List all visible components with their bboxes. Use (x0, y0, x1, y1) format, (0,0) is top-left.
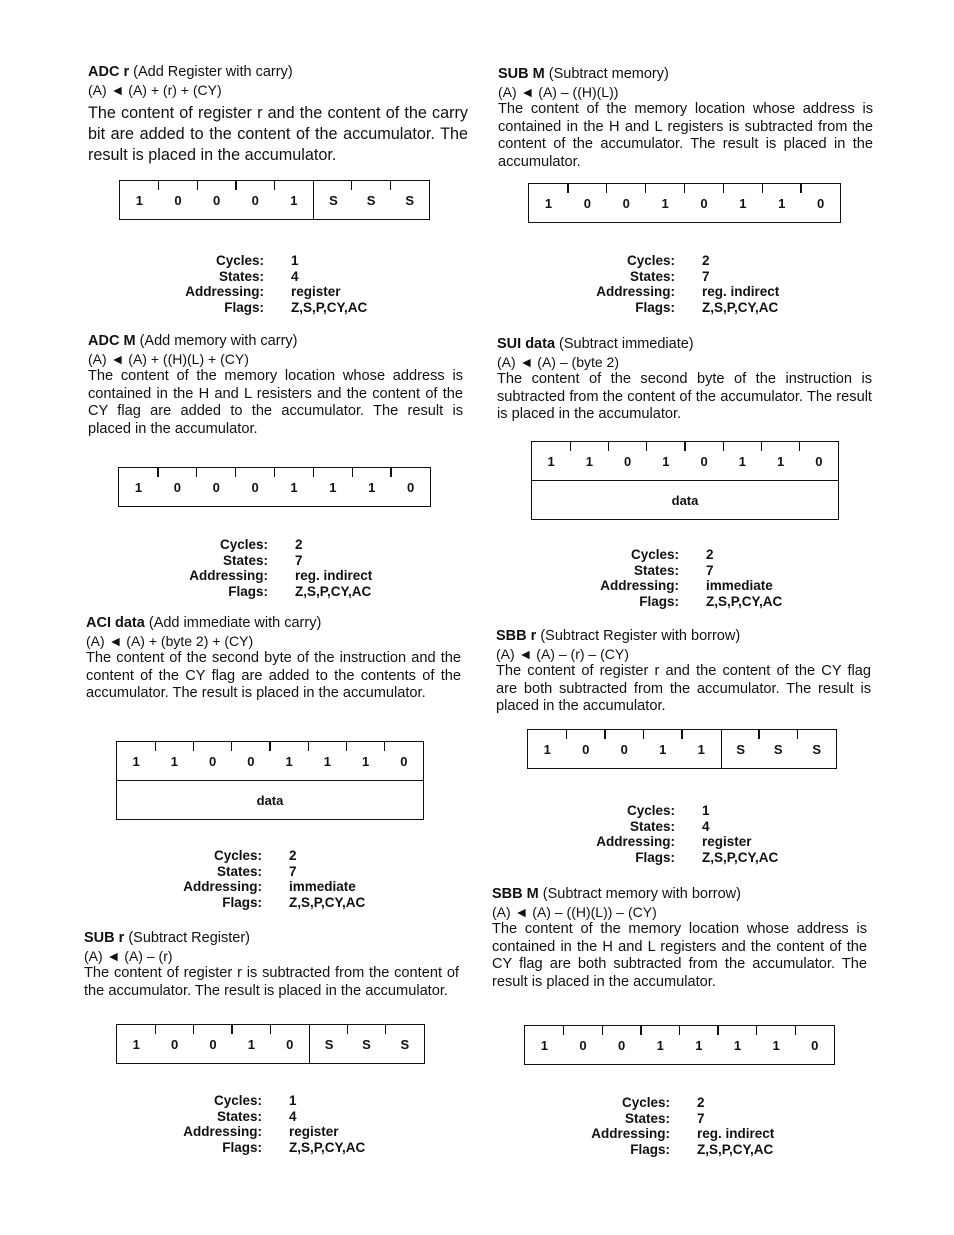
bit-tick (608, 442, 609, 451)
flags-row (177, 1140, 365, 1156)
bit-tick (385, 1025, 386, 1034)
opcode-diagram (528, 183, 841, 223)
instruction-name: (Subtract memory with borrow) (542, 886, 741, 902)
cycles-value: 2 (289, 848, 297, 863)
mnemonic: SUI data (497, 336, 556, 352)
states-label: States: (629, 818, 675, 834)
opcode-bit: 0 (622, 195, 630, 211)
mnemonic: SBB r (496, 628, 537, 644)
bit-tick (800, 184, 801, 193)
opcode-bit: 1 (290, 479, 298, 495)
addressing-value: register (289, 1124, 339, 1139)
section-sbb-m (492, 885, 867, 991)
opcode-bit: 1 (733, 1037, 742, 1053)
bit-tick (606, 184, 607, 193)
mnemonic: SUB M (498, 66, 545, 82)
addressing-row (183, 568, 372, 584)
instruction-timing (177, 848, 365, 910)
instruction-timing (590, 253, 779, 315)
opcode-bit: 0 (582, 741, 590, 757)
opcode-bit: S (309, 1025, 348, 1063)
bit-tick (390, 181, 391, 190)
addressing-row (594, 578, 782, 594)
opcode-bit: 1 (697, 741, 705, 757)
states-value: 7 (289, 863, 297, 879)
opcode-bit: S (313, 181, 353, 219)
mnemonic: ACI data (86, 615, 145, 631)
opcode-bit: 1 (362, 753, 370, 769)
bit-tick (604, 730, 605, 739)
bit-tick (570, 442, 571, 451)
addressing-label: Addressing: (189, 568, 268, 583)
bit-tick (235, 468, 236, 477)
bit-tick (567, 184, 568, 193)
section-title (84, 929, 459, 947)
opcode-bit: 1 (777, 453, 785, 469)
bit-tick (646, 442, 647, 451)
instruction-timing (177, 1093, 365, 1155)
states-value: 4 (702, 818, 710, 834)
states-value: 7 (702, 268, 710, 284)
opcode-bit: 0 (815, 453, 823, 469)
opcode-bit: 0 (620, 741, 628, 757)
section-title (88, 63, 468, 81)
cycles-label: Cycles: (626, 803, 675, 818)
opcode-bit: 1 (738, 453, 746, 469)
instruction-timing (179, 253, 367, 315)
bit-tick (231, 742, 232, 751)
cycles-value: 2 (295, 537, 303, 552)
addressing-label: Addressing: (600, 578, 679, 593)
flags-label: Flags: (222, 1139, 262, 1155)
opcode-bit: 0 (583, 195, 591, 211)
instruction-name: (Subtract Register with borrow) (540, 628, 741, 644)
bit-tick (269, 742, 270, 751)
opcode-bit: 0 (212, 192, 221, 208)
bit-tick (761, 442, 762, 451)
bit-tick (684, 184, 685, 193)
opcode-bit: 1 (544, 195, 553, 211)
addressing-row (590, 834, 778, 850)
opcode-bit: 0 (811, 1037, 819, 1053)
opcode-diagram (524, 1025, 835, 1065)
bit-tick (196, 468, 197, 477)
addressing-row (179, 284, 367, 300)
addressing-row (177, 879, 365, 895)
cycles-value: 1 (702, 803, 710, 818)
cycles-value: 2 (702, 253, 710, 268)
cycles-row (590, 803, 778, 819)
addressing-value: immediate (706, 578, 773, 593)
section-sub-m (498, 65, 873, 171)
flags-row (585, 1142, 774, 1158)
bit-tick (235, 181, 236, 190)
flags-label: Flags: (224, 299, 264, 315)
flags-row (179, 300, 367, 316)
cycles-row (585, 1095, 774, 1111)
instruction-timing (585, 1095, 774, 1157)
data-byte: data (532, 480, 838, 519)
bit-tick (563, 1026, 564, 1035)
states-value: 4 (289, 1108, 297, 1124)
cycles-label: Cycles: (630, 547, 679, 562)
instruction-name: (Subtract Register) (128, 930, 251, 946)
opcode-bit: 1 (323, 753, 331, 769)
cycles-row (183, 537, 372, 553)
operation-formula: (A) ◄ (A) – (byte 2) (497, 354, 619, 370)
flags-row (594, 594, 782, 610)
states-label: States: (216, 1108, 262, 1124)
bit-tick (566, 730, 567, 739)
opcode-bit: 1 (585, 453, 593, 469)
opcode-bit: 1 (695, 1037, 703, 1053)
states-label: States: (218, 268, 264, 284)
opcode-bit: 0 (286, 1036, 294, 1052)
flags-row (590, 300, 779, 316)
opcode-bit: 1 (132, 753, 140, 769)
bit-tick (384, 742, 385, 751)
bit-tick (723, 442, 724, 451)
bit-tick (352, 468, 353, 477)
addressing-value: reg. indirect (702, 284, 780, 299)
opcode-bit: 0 (579, 1037, 587, 1053)
bit-tick (193, 1025, 194, 1034)
bit-tick (157, 468, 158, 477)
bit-tick (274, 181, 275, 190)
section-title (88, 332, 463, 350)
section-sub-r (84, 929, 459, 1000)
flags-value: Z,S,P,CY,AC (697, 1141, 774, 1157)
opcode-bit: S (405, 192, 415, 208)
opcode-bit: S (721, 730, 761, 768)
instruction-timing (590, 803, 778, 865)
bit-tick (799, 442, 800, 451)
opcode-bit: 1 (170, 753, 178, 769)
section-title (496, 627, 871, 645)
bit-tick (270, 1025, 271, 1034)
addressing-label: Addressing: (183, 1124, 262, 1139)
operation-formula: (A) ◄ (A) + (byte 2) + (CY) (86, 633, 254, 649)
addressing-label: Addressing: (591, 1126, 670, 1141)
bit-tick (723, 184, 724, 193)
flags-value: Z,S,P,CY,AC (295, 583, 372, 599)
opcode-bit: 1 (739, 195, 747, 211)
opcode-bit: 1 (656, 1037, 664, 1053)
section-sbb-r (496, 627, 871, 716)
flags-value: Z,S,P,CY,AC (291, 299, 368, 315)
instruction-name: (Subtract memory) (548, 66, 669, 82)
opcode-bit: 1 (659, 741, 667, 757)
opcode-bit: 1 (285, 753, 293, 769)
opcode-diagram (119, 180, 430, 220)
opcode-bit: 1 (132, 1036, 140, 1052)
flags-label: Flags: (228, 583, 268, 599)
operation-formula: (A) ◄ (A) – ((H)(L)) – (CY) (492, 904, 657, 920)
opcode-byte (525, 1026, 834, 1064)
opcode-bit: S (362, 1036, 371, 1052)
instruction-timing (594, 547, 782, 609)
opcode-bit: S (812, 741, 822, 757)
opcode-bit: 1 (290, 192, 298, 208)
states-label: States: (624, 1110, 670, 1126)
section-adc-r (88, 63, 468, 165)
opcode-bit: 0 (173, 479, 181, 495)
opcode-bit: 0 (209, 753, 217, 769)
states-label: States: (216, 863, 262, 879)
states-label: States: (633, 562, 679, 578)
cycles-value: 2 (697, 1095, 705, 1110)
operation-formula: (A) ◄ (A) + (r) + (CY) (88, 82, 222, 98)
instruction-name: (Add immediate with carry) (148, 615, 322, 631)
mnemonic: ADC r (88, 64, 130, 80)
opcode-bit: 1 (540, 1037, 548, 1053)
cycles-row (179, 253, 367, 269)
bit-tick (346, 742, 347, 751)
addressing-row (590, 284, 779, 300)
flags-row (177, 895, 365, 911)
cycles-value: 1 (289, 1093, 297, 1108)
flags-label: Flags: (635, 849, 675, 865)
opcode-bit: 1 (247, 1036, 255, 1052)
opcode-diagram (531, 441, 839, 520)
operation-formula: (A) ◄ (A) + ((H)(L) + (CY) (88, 351, 249, 367)
cycles-label: Cycles: (621, 1095, 670, 1110)
bit-tick (684, 442, 685, 451)
opcode-byte (119, 468, 430, 506)
addressing-value: register (702, 834, 752, 849)
flags-label: Flags: (635, 299, 675, 315)
section-aci-data (86, 614, 461, 703)
bit-tick (795, 1026, 796, 1035)
flags-value: Z,S,P,CY,AC (702, 849, 779, 865)
description: The content of register r and the content of the CY flag are both subtracted from the accumulator. The result is placed in the accumulator. (496, 663, 871, 715)
description: The content of the memory location whose address is contained in the H and L registers and the content of the CY flag are both subtracted from the accumulator. The result is placed in the accumulator. (492, 921, 867, 990)
section-sui-data (497, 335, 872, 424)
opcode-bit: 0 (406, 479, 415, 495)
bit-tick (717, 1026, 718, 1035)
opcode-bit: 1 (547, 453, 555, 469)
mnemonic: ADC M (88, 333, 136, 349)
cycles-row (590, 253, 779, 269)
opcode-byte (532, 442, 838, 480)
instruction-name: (Subtract immediate) (559, 336, 694, 352)
opcode-bit: 1 (661, 195, 669, 211)
bit-tick (351, 181, 352, 190)
states-value: 4 (291, 268, 299, 284)
addressing-label: Addressing: (183, 879, 262, 894)
opcode-bit: 1 (543, 741, 551, 757)
bit-tick (155, 742, 156, 751)
addressing-value: immediate (289, 879, 356, 894)
section-title (492, 885, 867, 903)
opcode-bit: 1 (778, 195, 786, 211)
opcode-diagram (116, 741, 424, 820)
opcode-bit: 0 (170, 1036, 179, 1052)
opcode-bit: 0 (617, 1037, 626, 1053)
description: The content of the memory location whose address is contained in the H and L registers is subtracted from the content of the accumulator. The result is placed in the accumulator. (498, 101, 873, 170)
addressing-label: Addressing: (596, 284, 675, 299)
cycles-label: Cycles: (215, 253, 264, 268)
opcode-bit: 0 (174, 192, 182, 208)
opcode-bit: 0 (400, 753, 408, 769)
data-byte: data (117, 780, 423, 819)
bit-tick (756, 1026, 757, 1035)
opcode-diagram (116, 1024, 425, 1064)
opcode-bit: 1 (772, 1037, 780, 1053)
section-title (498, 65, 873, 83)
flags-value: Z,S,P,CY,AC (702, 299, 779, 315)
opcode-bit: 0 (209, 1036, 217, 1052)
opcode-bit: 0 (624, 453, 632, 469)
cycles-label: Cycles: (219, 537, 268, 552)
opcode-bit: S (773, 741, 783, 757)
cycles-row (177, 848, 365, 864)
states-value: 7 (295, 552, 303, 568)
bit-tick (762, 184, 763, 193)
bit-tick (308, 742, 309, 751)
bit-tick (197, 181, 198, 190)
opcode-byte (528, 730, 836, 768)
bit-tick (640, 1026, 641, 1035)
states-row (183, 553, 372, 569)
bit-tick (681, 730, 682, 739)
opcode-bit: 0 (700, 453, 708, 469)
addressing-row (177, 1124, 365, 1140)
opcode-bit: S (400, 1036, 410, 1052)
opcode-bit: 0 (251, 192, 259, 208)
states-label: States: (222, 552, 268, 568)
cycles-row (594, 547, 782, 563)
opcode-byte (529, 184, 840, 222)
states-row (590, 269, 779, 285)
flags-label: Flags: (639, 593, 679, 609)
opcode-bit: 0 (700, 195, 708, 211)
bit-tick (390, 468, 391, 477)
bit-tick (643, 730, 644, 739)
section-title (86, 614, 461, 632)
bit-tick (158, 181, 159, 190)
instruction-name: (Add Register with carry) (133, 64, 293, 80)
flags-value: Z,S,P,CY,AC (289, 1139, 366, 1155)
description: The content of the second byte of the instruction is subtracted from the content of the accumulator. The result is placed in the accumulator. (497, 371, 872, 423)
mnemonic: SBB M (492, 886, 539, 902)
bit-tick (602, 1026, 603, 1035)
addressing-label: Addressing: (185, 284, 264, 299)
bit-tick (155, 1025, 156, 1034)
opcode-bit: 1 (329, 479, 337, 495)
description: The content of register r is subtracted from the content of the accumulator. The result is placed in the accumulator. (84, 965, 459, 999)
opcode-bit: 1 (368, 479, 376, 495)
opcode-diagram (118, 467, 431, 507)
operation-formula: (A) ◄ (A) – (r) – (CY) (496, 646, 629, 662)
addressing-value: reg. indirect (697, 1126, 775, 1141)
section-title (497, 335, 872, 353)
opcode-byte (117, 742, 423, 780)
cycles-row (177, 1093, 365, 1109)
opcode-bit: 0 (212, 479, 220, 495)
operation-formula: (A) ◄ (A) – ((H)(L)) (498, 84, 619, 100)
opcode-byte (120, 181, 429, 219)
opcode-diagram (527, 729, 837, 769)
opcode-bit: 0 (816, 195, 825, 211)
states-row (177, 1109, 365, 1125)
addressing-row (585, 1126, 774, 1142)
flags-value: Z,S,P,CY,AC (289, 894, 366, 910)
cycles-label: Cycles: (213, 848, 262, 863)
cycles-value: 1 (291, 253, 299, 268)
bit-tick (313, 468, 314, 477)
states-value: 7 (706, 562, 714, 578)
opcode-bit: 0 (247, 753, 255, 769)
opcode-bit: S (366, 192, 376, 208)
cycles-value: 2 (706, 547, 714, 562)
flags-value: Z,S,P,CY,AC (706, 593, 783, 609)
opcode-bit: 0 (251, 479, 259, 495)
flags-row (590, 850, 778, 866)
opcode-bit: 1 (135, 192, 143, 208)
bit-tick (797, 730, 798, 739)
flags-row (183, 584, 372, 600)
states-row (590, 819, 778, 835)
opcode-bit: 1 (134, 479, 143, 495)
description: The content of the memory location whose address is contained in the H and L resisters and the content of the CY flag are added to the accumulator. The result is placed in the accumulator. (88, 368, 463, 437)
instruction-name: (Add memory with carry) (139, 333, 298, 349)
bit-tick (274, 468, 275, 477)
states-row (179, 269, 367, 285)
states-row (585, 1111, 774, 1127)
states-value: 7 (697, 1110, 705, 1126)
bit-tick (758, 730, 759, 739)
states-row (594, 563, 782, 579)
bit-tick (193, 742, 194, 751)
bit-tick (679, 1026, 680, 1035)
addressing-value: register (291, 284, 341, 299)
bit-tick (645, 184, 646, 193)
description: The content of the second byte of the instruction and the content of the CY flag are added to the contents of the accumulator. The result is placed in the accumulator. (86, 650, 461, 702)
section-adc-m (88, 332, 463, 438)
operation-formula: (A) ◄ (A) – (r) (84, 948, 173, 964)
cycles-label: Cycles: (626, 253, 675, 268)
bit-tick (347, 1025, 348, 1034)
flags-label: Flags: (630, 1141, 670, 1157)
addressing-value: reg. indirect (295, 568, 373, 583)
instruction-timing (183, 537, 372, 599)
addressing-label: Addressing: (596, 834, 675, 849)
flags-label: Flags: (222, 894, 262, 910)
states-row (177, 864, 365, 880)
opcode-byte (117, 1025, 424, 1063)
cycles-label: Cycles: (213, 1093, 262, 1108)
mnemonic: SUB r (84, 930, 125, 946)
opcode-bit: 1 (662, 453, 670, 469)
description: The content of register r and the content of the carry bit are added to the content of the accumulator. The result is placed in the accumulator. (88, 104, 468, 164)
states-label: States: (629, 268, 675, 284)
bit-tick (231, 1025, 232, 1034)
